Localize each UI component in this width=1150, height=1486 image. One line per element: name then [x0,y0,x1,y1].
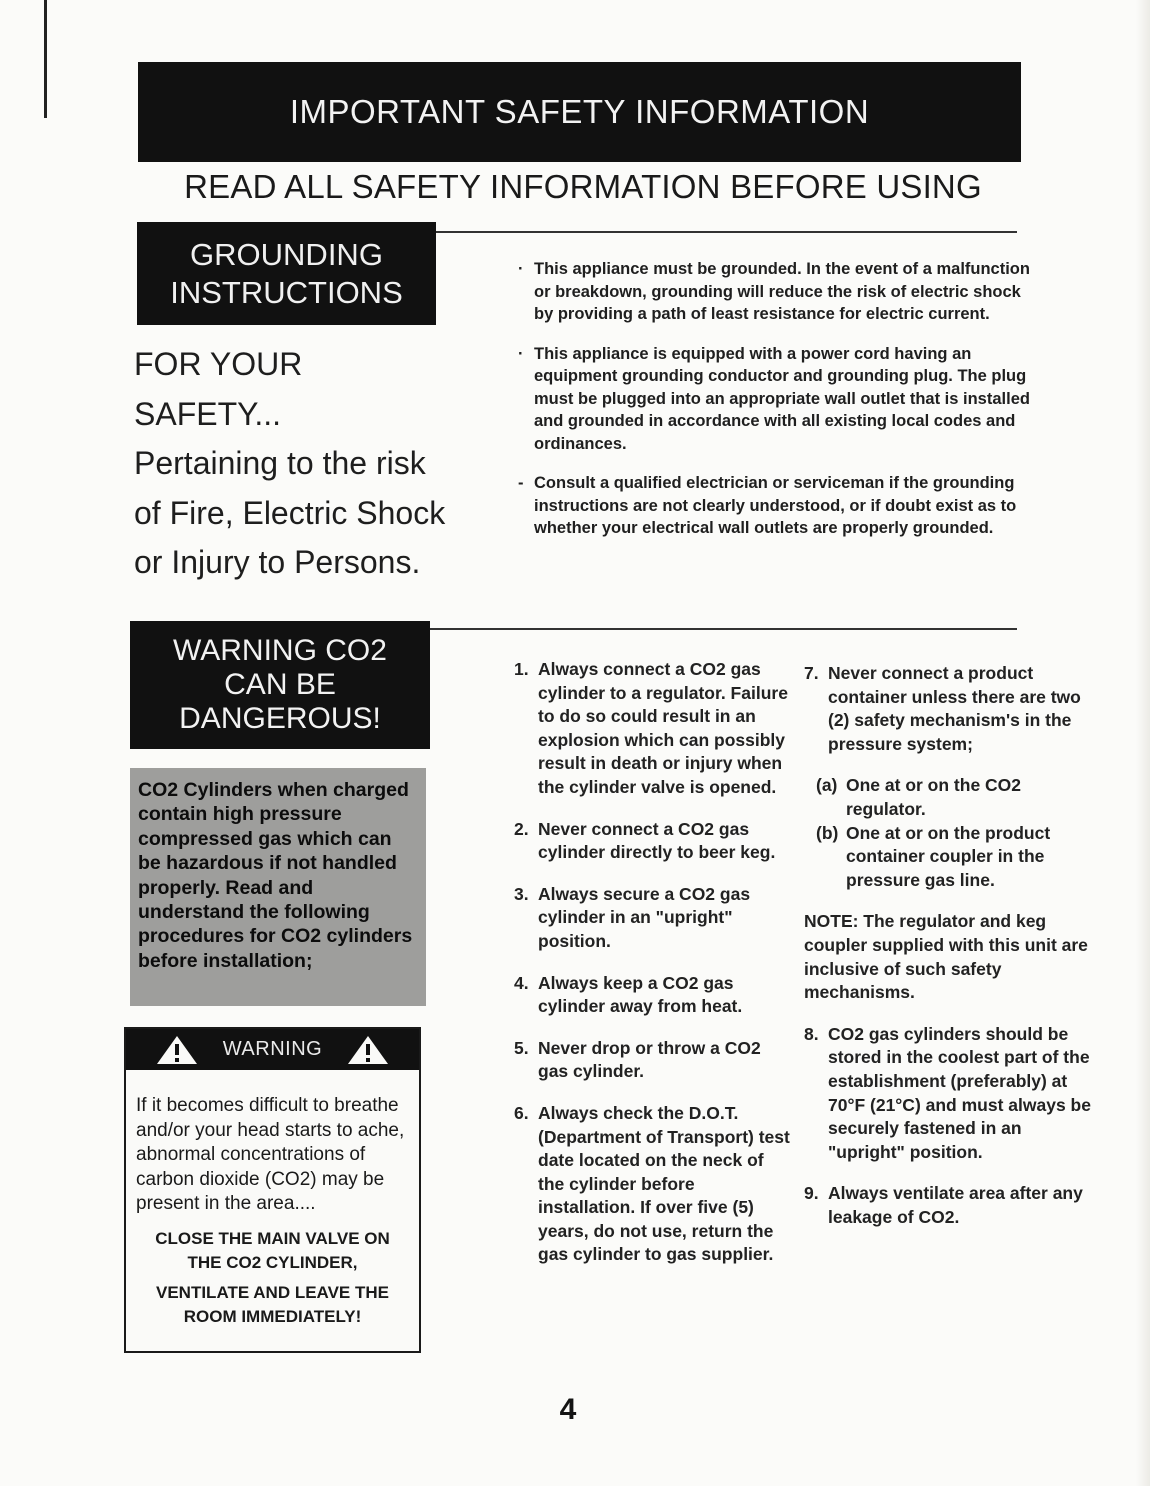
grounding-bullet-text: Consult a qualified electrician or serviceman if the grounding instructions are not clearly understood, or if doubt exist as to whether your electrical wall outlets are properly grounded. [534,474,1017,537]
grounding-bullets [518,258,1033,557]
procedures-column-2 [804,662,1094,1247]
grounding-bullet-text: This appliance is equipped with a power cord having an equipment grounding conductor and grounding plug. The plug must be plugged into an appropriate wall outlet that is installed and grounded in accordance with all existing local codes and ordinances. [534,344,1030,453]
for-safety-line-5: or Injury to Persons. [134,544,421,580]
sub-label: (a) [816,775,838,796]
sub-text: One at or on the CO2 regulator. [846,775,1022,819]
procedure-item [514,658,794,800]
grounding-box-line-2: INSTRUCTIONS [170,274,403,310]
warning-body-wrap [126,1070,419,1329]
co2-cylinder-notice: CO2 Cylinders when charged contain high pressure compressed gas which can be hazardous if not handled properly. Read and understand the following procedures for CO2 cylinders before installation; [130,768,426,1006]
co2-box-line-2: CAN BE [224,668,336,701]
for-safety-line-1: FOR YOUR [134,346,303,382]
procedure-number: 4. [514,972,529,993]
title-banner [138,62,1021,162]
warning-header [126,1029,419,1070]
procedure-item [804,1023,1094,1165]
warning-triangle-icon [155,1034,199,1066]
grounding-instructions-box [137,222,436,325]
procedure-text: Never drop or throw a CO2 gas cylinder. [538,1037,761,1082]
title-banner-text: IMPORTANT SAFETY INFORMATION [289,93,870,130]
warning-panel [124,1027,421,1353]
warning-close-valve: CLOSE THE MAIN VALVE ON THE CO2 CYLINDER, [155,1228,390,1272]
sub-label: (b) [816,822,839,843]
procedure-number: 7. [804,663,819,683]
procedure-text: Always ventilate area after any leakage of CO2. [828,1183,1083,1227]
procedure-number: 9. [804,1183,819,1204]
subtitle: READ ALL SAFETY INFORMATION BEFORE USING [184,168,982,205]
grounding-bullet: · This appliance is equipped with a power cord having an equipment grounding conductor and grounding plug. The plug must be plugged into an appropriate wall outlet that is installed and grounded in accordance with all existing local codes and ordinances. [518,343,1033,456]
page-edge-shadow [1136,0,1150,1486]
divider-grounding [435,231,1017,233]
for-safety-line-3: Pertaining to the risk [134,445,426,481]
procedure-item [804,1182,1094,1229]
procedure-number: 2. [514,818,529,839]
grounding-bullet: · This appliance must be grounded. In the event of a malfunction or breakdown, grounding will reduce the risk of electric shock by providing a path of least resistance for electric current. [518,258,1033,326]
for-your-safety-heading [134,340,494,588]
procedure-number: 5. [514,1037,529,1058]
procedure-text: Always connect a CO2 gas cylinder to a regulator. Failure to do so could result in an explosion which can possibly result in death or injury when the cylinder valve is opened. [538,659,788,797]
safety-mechanism-item [816,774,1094,821]
procedure-item [514,883,794,954]
procedure-item [514,818,794,865]
procedure-text: Always check the D.O.T. (Department of Transport) test date located on the neck of the cylinder before installation. If over five (5) years, do not use, return the gas cylinder to gas supplier. [538,1102,790,1265]
procedure-text: Never connect a CO2 gas cylinder directly to beer keg. [538,818,776,863]
for-safety-line-2: SAFETY... [134,395,282,432]
co2-warning-box [130,621,430,749]
co2-box-line-3: DANGEROUS! [179,702,381,735]
divider-co2 [430,628,1017,630]
grounding-bullet-text: This appliance must be grounded. In the event of a malfunction or breakdown, grounding will reduce the risk of electric shock by providing a path of least resistance for electric current. [534,260,1030,323]
left-margin-rule [44,0,47,118]
sub-text: One at or on the product container coupler in the pressure gas line. [846,822,1051,890]
procedure-item [514,1102,794,1267]
procedures-column-1 [514,658,794,1285]
procedure-number: 3. [514,883,529,904]
procedure-text: Never connect a product container unless there are two (2) safety mechanism's in the pressure system; [828,663,1081,754]
co2-box-line-1: WARNING CO2 [173,634,387,667]
note: NOTE: The regulator and keg coupler supplied with this unit are inclusive of such safety mechanisms. [804,911,1088,1003]
warning-ventilate: VENTILATE AND LEAVE THE ROOM IMMEDIATELY! [156,1282,389,1326]
safety-mechanism-list [804,774,1094,892]
procedure-text: CO2 gas cylinders should be stored in the coolest part of the establishment (preferably) at 70°F (21°C) and must always be securely fastened in an "upright" position. [828,1023,1091,1162]
warning-label: WARNING [222,1038,323,1060]
procedure-text: Always keep a CO2 gas cylinder away from heat. [538,972,743,1017]
safety-mechanism-item [816,822,1094,893]
procedure-number: 8. [804,1023,819,1044]
procedure-item [514,1037,794,1084]
warning-body: If it becomes difficult to breathe and/or your head starts to ache, abnormal concentrations of carbon dioxide (CO2) may be present in the area.... [136,1095,405,1214]
grounding-box-line-1: GROUNDING [190,236,383,272]
procedure-number: 6. [514,1102,529,1123]
grounding-bullet: - Consult a qualified electrician or serviceman if the grounding instructions are not clearly understood, or if doubt exist as to whether your electrical wall outlets are properly grounded. [518,472,1033,540]
page-number: 4 [559,1393,577,1426]
procedure-text: Always secure a CO2 gas cylinder in an "upright" position. [538,883,751,951]
procedure-item [514,972,794,1019]
for-safety-line-4: of Fire, Electric Shock [134,494,446,531]
procedure-item [804,662,1094,756]
procedure-number: 1. [514,659,529,679]
warning-triangle-icon [346,1034,390,1066]
